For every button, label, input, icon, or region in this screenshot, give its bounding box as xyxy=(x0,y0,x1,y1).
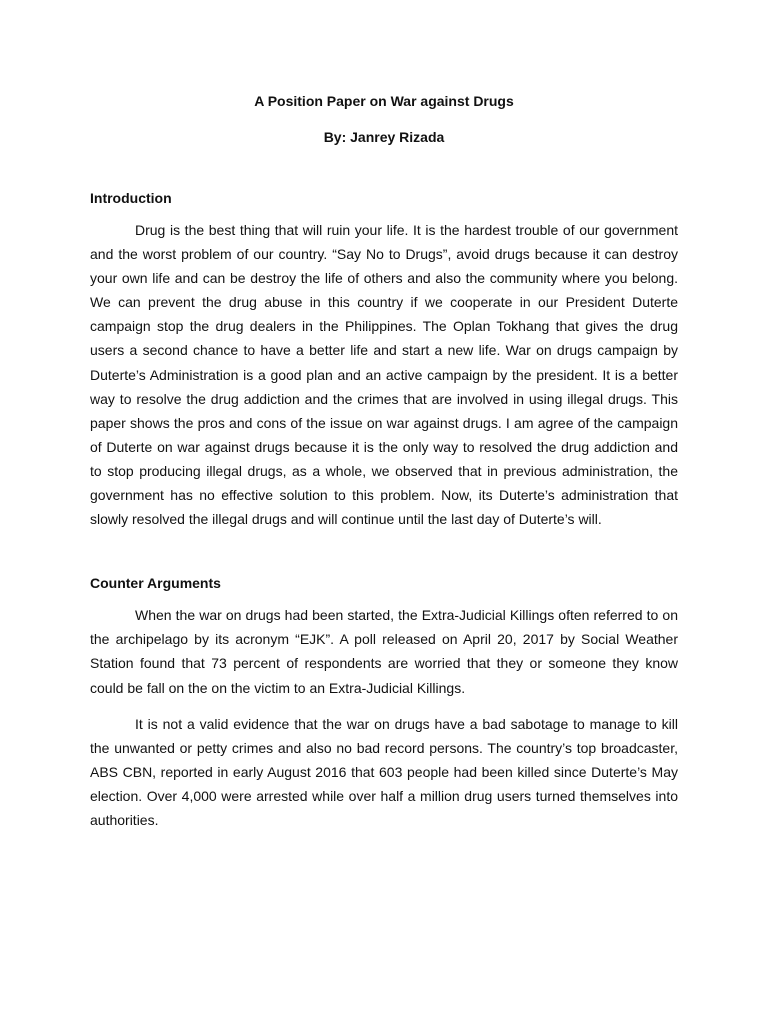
counter-arguments-paragraph-1: When the war on drugs had been started, the Extra-Judicial Killings often referred to on the archipelago by its acronym “EJK”. A poll released on April 20, 2017 by Social Weather Station found that 73 percent of respondents are worried that they or someone they know could be fall on the on the victim to an Extra-Judicial Killings. xyxy=(90,607,678,696)
counter-arguments-paragraph-2: It is not a valid evidence that the war on drugs have a bad sabotage to manage to kill the unwanted or petty crimes and also no bad record persons. The country’s top broadcaster, ABS CBN, reported in early August 2016 that 603 people had been killed since Duterte’s May election. Over 4,000 were arrested while over half a million drug users turned themselves into authorities. xyxy=(90,715,678,828)
section-heading-counter-arguments: Counter Arguments xyxy=(90,575,221,592)
introduction-paragraph: Drug is the best thing that will ruin your life. It is the hardest trouble of our government and the worst problem of our country. “Say No to Drugs”, avoid drugs because it can destroy your own life and can be destroy the life of others and also the community where you belong. We can prevent the drug abuse in this country if we cooperate in our President Duterte campaign stop the drug dealers in the Philippines. The Oplan Tokhang that gives the drug users a second chance to have a better life and start a new life. War on drugs campaign by Duterte’s Administration is a good plan and an active campaign by the president. It is a better way to resolve the drug addiction and the crimes that are involved in using illegal drugs. This paper shows the pros and cons of the issue on war against drugs. I am agree of the campaign of Duterte on war against drugs because it is the only way to resolved the drug addiction and to stop producing illegal drugs, as a whole, we observed that in previous administration, the government has no effective solution to this problem. Now, its Duterte’s administration that slowly resolved the illegal drugs and will continue until the last day of Duterte’s will. xyxy=(90,222,678,528)
section-heading-introduction: Introduction xyxy=(90,190,172,206)
document-title: A Position Paper on War against Drugs xyxy=(254,93,514,109)
document-author: By: Janrey Rizada xyxy=(323,129,445,145)
